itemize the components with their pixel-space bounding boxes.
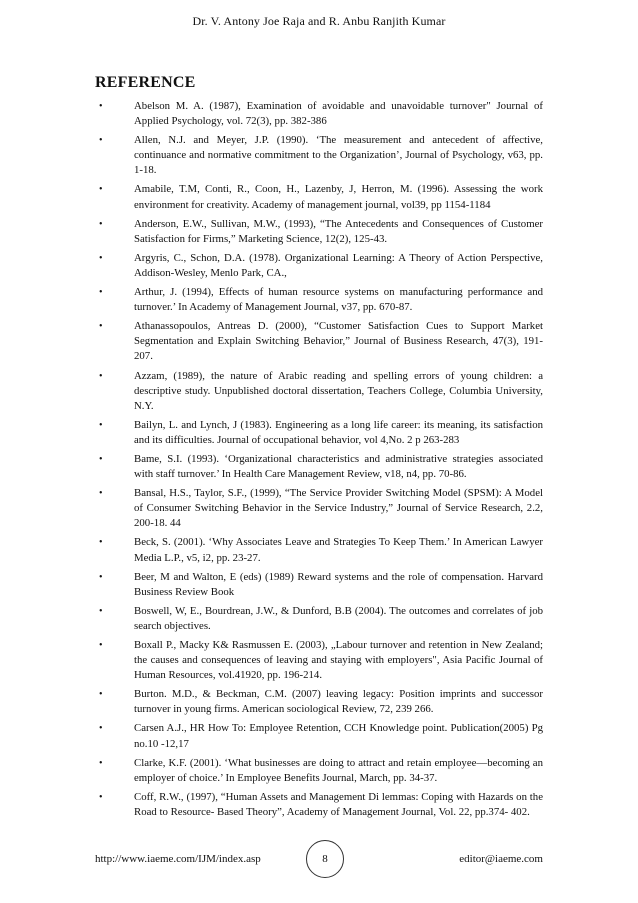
reference-item (95, 535, 543, 565)
page-number: 8 (306, 840, 344, 878)
reference-item (95, 790, 543, 820)
bullet-icon: • (99, 287, 103, 299)
reference-text: Coff, R.W., (1997), “Human Assets and Management Di lemmas: Coping with Hazards on the Road to Resource- Based Theory”, Academy of Management Journal, Vol. 22, pp.374- 402. (134, 790, 543, 818)
reference-item (95, 570, 543, 600)
reference-item (95, 687, 543, 717)
reference-item (95, 99, 543, 129)
bullet-icon: • (99, 101, 103, 112)
reference-text: Beer, M and Walton, E (eds) (1989) Reward systems and the role of compensation. Harvard Business Review Book (134, 570, 543, 598)
reference-item (95, 721, 543, 751)
reference-item (95, 452, 543, 482)
reference-text: Bansal, H.S., Taylor, S.F., (1999), “The Service Provider Switching Model (SPSM): A Model of Consumer Switching Behavior in the Service Industry,” Journal of Service Research, 2.2, 200-18. 44 (134, 487, 543, 530)
bullet-icon: • (99, 537, 103, 549)
bullet-icon: • (99, 757, 103, 769)
bullet-icon: • (99, 419, 103, 431)
reference-text: Amabile, T.M, Conti, R., Coon, H., Lazenby, J, Herron, M. (1996). Assessing the work environment for creativity. Academy of management journal, vol39, pp 1154-1184 (134, 183, 543, 211)
bullet-icon: • (99, 689, 103, 701)
reference-item (95, 369, 543, 414)
reference-text: Athanassopoulos, Antreas D. (2000), “Customer Satisfaction Cues to Support Market Segmentation and Explain Switching Behavior,” Journal of Business Research, 47(3), 191-207. (134, 320, 543, 363)
reference-text: Burton. M.D., & Beckman, C.M. (2007) leaving legacy: Position imprints and successor turnover in young firms. American sociological Review, 72, 239 266. (134, 688, 543, 716)
reference-item (95, 604, 543, 634)
reference-text: Bame, S.I. (1993). ‘Organizational characteristics and administrative strategies associated with staff turnover.’ In Health Care Management Review, v18, n4, pp. 70-86. (134, 452, 543, 481)
reference-item (95, 285, 543, 315)
bullet-icon: • (99, 488, 103, 500)
reference-item (95, 319, 543, 364)
reference-text: Clarke, K.F. (2001). ‘What businesses are doing to attract and retain employee—becoming an employer of choice.’ In Employee Benefits Journal, March, pp. 34-37. (134, 756, 543, 784)
reference-item (95, 251, 543, 281)
reference-text: Abelson M. A. (1987), Examination of avoidable and unavoidable turnover" Journal of Applied Psychology, vol. 72(3), pp. 382-386 (134, 100, 543, 128)
bullet-icon: • (99, 321, 103, 333)
reference-item (95, 486, 543, 531)
reference-text: Boswell, W, E., Bourdrean, J.W., & Dunford, B.B (2004). The outcomes and correlates of job search objectives. (134, 604, 543, 632)
footer-url: http://www.iaeme.com/IJM/index.asp (95, 853, 261, 865)
reference-text: Boxall P., Macky K& Rasmussen E. (2003), „Labour turnover and retention in New Zealand; the causes and consequences of leaving and staying with employers", Asia Pacific Journal of Human Resources, vol.41920, pp. 196-214. (134, 639, 543, 682)
bullet-icon: • (99, 605, 103, 617)
section-heading: REFERENCE (95, 74, 196, 91)
reference-text: Argyris, C., Schon, D.A. (1978). Organizational Learning: A Theory of Action Perspective, Addison-Wesley, Menlo Park, CA., (134, 251, 543, 279)
bullet-icon: • (99, 640, 103, 651)
reference-text: Carsen A.J., HR How To: Employee Retention, CCH Knowledge point. Publication(2005) Pg no.10 -12,17 (134, 722, 543, 750)
bullet-icon: • (99, 252, 103, 264)
reference-item (95, 133, 543, 178)
reference-item (95, 182, 543, 212)
bullet-icon: • (99, 723, 103, 735)
reference-text: Allen, N.J. and Meyer, J.P. (1990). ‘The measurement and antecedent of affective, continuance and normative commitment to the Organization’, Journal of Psychology, v63, pp. 1-18. (134, 134, 543, 177)
reference-item (95, 217, 543, 247)
reference-item (95, 638, 543, 683)
bullet-icon: • (99, 218, 103, 230)
reference-item (95, 418, 543, 448)
reference-text: Anderson, E.W., Sullivan, M.W., (1993), “The Antecedents and Consequences of Customer Satisfaction for Firms,” Marketing Science, 12(2), 125-43. (134, 217, 543, 245)
bullet-icon: • (99, 370, 103, 382)
reference-item (95, 756, 543, 786)
footer-email: editor@iaeme.com (459, 853, 543, 865)
reference-text: Arthur, J. (1994), Effects of human resource systems on manufacturing performance and turnover.’ In Academy of Management Journal, v37, pp. 670-87. (134, 286, 543, 314)
bullet-icon: • (99, 791, 103, 803)
bullet-icon: • (99, 184, 103, 196)
reference-text: Beck, S. (2001). ‘Why Associates Leave and Strategies To Keep Them.’ In American Lawyer Media L.P., v5, i2, pp. 23-27. (134, 536, 543, 564)
reference-text: Azzam, (1989), the nature of Arabic reading and spelling errors of young children: a descriptive study. Unpublished doctoral dissertation, Teachers College, Columbia University, N.Y. (134, 369, 543, 412)
bullet-icon: • (99, 571, 103, 583)
running-header: Dr. V. Antony Joe Raja and R. Anbu Ranjith Kumar (192, 14, 446, 28)
reference-text: Bailyn, L. and Lynch, J (1983). Engineering as a long life career: its meaning, its satisfaction and its difficulties. Journal of occupational behavior, vol 4,No. 2 p 263-283 (134, 418, 543, 446)
bullet-icon: • (99, 453, 103, 465)
reference-list (95, 99, 543, 824)
bullet-icon: • (99, 135, 103, 147)
